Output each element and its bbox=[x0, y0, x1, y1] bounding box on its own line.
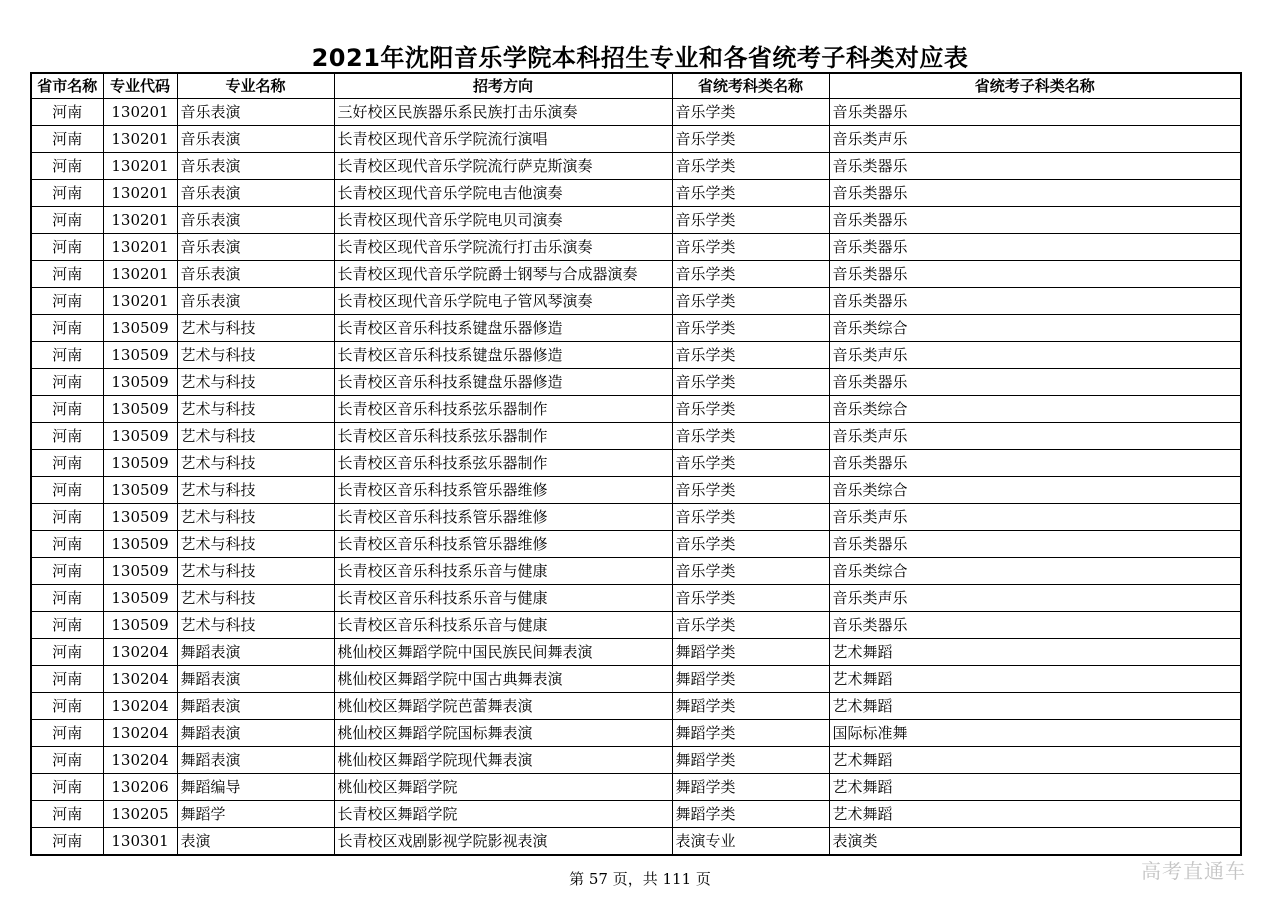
cell-major-name: 艺术与科技 bbox=[177, 369, 334, 396]
cell-major-code: 130201 bbox=[103, 288, 177, 315]
table-row bbox=[31, 774, 1241, 801]
cell-major-code: 130204 bbox=[103, 747, 177, 774]
cell-major-code: 130204 bbox=[103, 693, 177, 720]
watermark-text: 高考直通车 bbox=[1141, 859, 1246, 883]
cell-province: 河南 bbox=[31, 261, 103, 288]
cell-exam-subcategory: 音乐类声乐 bbox=[829, 342, 1241, 369]
cell-province: 河南 bbox=[31, 693, 103, 720]
cell-direction: 长青校区音乐科技系键盘乐器修造 bbox=[334, 342, 672, 369]
cell-exam-category: 舞蹈学类 bbox=[672, 747, 829, 774]
cell-exam-category: 音乐学类 bbox=[672, 531, 829, 558]
table-row bbox=[31, 234, 1241, 261]
cell-province: 河南 bbox=[31, 342, 103, 369]
cell-direction: 长青校区音乐科技系弦乐器制作 bbox=[334, 450, 672, 477]
cell-major-name: 音乐表演 bbox=[177, 99, 334, 126]
cell-major-code: 130201 bbox=[103, 180, 177, 207]
table-row bbox=[31, 612, 1241, 639]
cell-exam-category: 音乐学类 bbox=[672, 396, 829, 423]
cell-province: 河南 bbox=[31, 99, 103, 126]
cell-direction: 长青校区现代音乐学院流行萨克斯演奏 bbox=[334, 153, 672, 180]
cell-exam-category: 音乐学类 bbox=[672, 315, 829, 342]
cell-major-name: 艺术与科技 bbox=[177, 450, 334, 477]
cell-major-name: 舞蹈表演 bbox=[177, 720, 334, 747]
cell-direction: 桃仙校区舞蹈学院国标舞表演 bbox=[334, 720, 672, 747]
cell-exam-subcategory: 音乐类器乐 bbox=[829, 531, 1241, 558]
cell-major-name: 艺术与科技 bbox=[177, 342, 334, 369]
cell-exam-subcategory: 音乐类器乐 bbox=[829, 153, 1241, 180]
cell-province: 河南 bbox=[31, 747, 103, 774]
cell-exam-category: 舞蹈学类 bbox=[672, 666, 829, 693]
cell-direction: 桃仙校区舞蹈学院 bbox=[334, 774, 672, 801]
cell-province: 河南 bbox=[31, 477, 103, 504]
cell-direction: 长青校区现代音乐学院电子管风琴演奏 bbox=[334, 288, 672, 315]
header-row bbox=[31, 73, 1241, 99]
cell-direction: 长青校区音乐科技系键盘乐器修造 bbox=[334, 369, 672, 396]
cell-major-code: 130206 bbox=[103, 774, 177, 801]
cell-exam-subcategory: 音乐类综合 bbox=[829, 315, 1241, 342]
cell-major-code: 130509 bbox=[103, 558, 177, 585]
cell-major-code: 130509 bbox=[103, 477, 177, 504]
cell-major-code: 130509 bbox=[103, 396, 177, 423]
cell-major-name: 艺术与科技 bbox=[177, 396, 334, 423]
cell-exam-category: 音乐学类 bbox=[672, 288, 829, 315]
cell-province: 河南 bbox=[31, 558, 103, 585]
cell-exam-category: 舞蹈学类 bbox=[672, 639, 829, 666]
cell-direction: 长青校区现代音乐学院流行打击乐演奏 bbox=[334, 234, 672, 261]
column-header-exam-category: 省统考科类名称 bbox=[672, 73, 829, 99]
cell-exam-subcategory: 音乐类综合 bbox=[829, 558, 1241, 585]
cell-exam-subcategory: 音乐类声乐 bbox=[829, 585, 1241, 612]
cell-province: 河南 bbox=[31, 639, 103, 666]
table-row bbox=[31, 801, 1241, 828]
cell-province: 河南 bbox=[31, 207, 103, 234]
cell-exam-subcategory: 音乐类器乐 bbox=[829, 612, 1241, 639]
cell-major-name: 音乐表演 bbox=[177, 288, 334, 315]
table-row bbox=[31, 639, 1241, 666]
cell-exam-subcategory: 艺术舞蹈 bbox=[829, 666, 1241, 693]
cell-exam-category: 音乐学类 bbox=[672, 342, 829, 369]
cell-major-name: 音乐表演 bbox=[177, 153, 334, 180]
cell-major-name: 艺术与科技 bbox=[177, 504, 334, 531]
cell-province: 河南 bbox=[31, 126, 103, 153]
cell-direction: 长青校区音乐科技系键盘乐器修造 bbox=[334, 315, 672, 342]
cell-major-name: 艺术与科技 bbox=[177, 315, 334, 342]
cell-major-name: 艺术与科技 bbox=[177, 477, 334, 504]
cell-exam-subcategory: 音乐类器乐 bbox=[829, 450, 1241, 477]
cell-province: 河南 bbox=[31, 369, 103, 396]
column-header-direction: 招考方向 bbox=[334, 73, 672, 99]
table-row bbox=[31, 396, 1241, 423]
cell-exam-category: 舞蹈学类 bbox=[672, 693, 829, 720]
cell-direction: 长青校区现代音乐学院电贝司演奏 bbox=[334, 207, 672, 234]
cell-major-name: 艺术与科技 bbox=[177, 423, 334, 450]
table-row bbox=[31, 315, 1241, 342]
cell-exam-subcategory: 音乐类器乐 bbox=[829, 99, 1241, 126]
cell-major-code: 130204 bbox=[103, 639, 177, 666]
cell-exam-category: 音乐学类 bbox=[672, 612, 829, 639]
cell-major-name: 舞蹈学 bbox=[177, 801, 334, 828]
table-row bbox=[31, 99, 1241, 126]
cell-province: 河南 bbox=[31, 774, 103, 801]
cell-direction: 长青校区戏剧影视学院影视表演 bbox=[334, 828, 672, 856]
cell-direction: 桃仙校区舞蹈学院现代舞表演 bbox=[334, 747, 672, 774]
cell-major-name: 表演 bbox=[177, 828, 334, 856]
cell-exam-category: 音乐学类 bbox=[672, 423, 829, 450]
cell-major-code: 130509 bbox=[103, 531, 177, 558]
cell-major-name: 音乐表演 bbox=[177, 126, 334, 153]
cell-exam-subcategory: 艺术舞蹈 bbox=[829, 693, 1241, 720]
cell-province: 河南 bbox=[31, 720, 103, 747]
cell-exam-subcategory: 表演类 bbox=[829, 828, 1241, 856]
cell-major-code: 130301 bbox=[103, 828, 177, 856]
cell-province: 河南 bbox=[31, 396, 103, 423]
cell-exam-category: 舞蹈学类 bbox=[672, 801, 829, 828]
cell-major-code: 130509 bbox=[103, 585, 177, 612]
cell-major-code: 130201 bbox=[103, 153, 177, 180]
cell-direction: 长青校区音乐科技系乐音与健康 bbox=[334, 585, 672, 612]
cell-direction: 桃仙校区舞蹈学院中国古典舞表演 bbox=[334, 666, 672, 693]
cell-exam-category: 舞蹈学类 bbox=[672, 774, 829, 801]
cell-exam-category: 音乐学类 bbox=[672, 369, 829, 396]
cell-major-name: 舞蹈表演 bbox=[177, 666, 334, 693]
cell-province: 河南 bbox=[31, 288, 103, 315]
cell-exam-subcategory: 国际标准舞 bbox=[829, 720, 1241, 747]
cell-major-code: 130509 bbox=[103, 612, 177, 639]
cell-exam-category: 音乐学类 bbox=[672, 450, 829, 477]
cell-major-code: 130201 bbox=[103, 99, 177, 126]
column-header-province: 省市名称 bbox=[31, 73, 103, 99]
cell-exam-category: 音乐学类 bbox=[672, 585, 829, 612]
cell-province: 河南 bbox=[31, 315, 103, 342]
cell-province: 河南 bbox=[31, 504, 103, 531]
cell-exam-category: 音乐学类 bbox=[672, 207, 829, 234]
cell-exam-category: 音乐学类 bbox=[672, 153, 829, 180]
cell-major-code: 130201 bbox=[103, 126, 177, 153]
cell-exam-subcategory: 音乐类器乐 bbox=[829, 207, 1241, 234]
table-row bbox=[31, 288, 1241, 315]
cell-exam-subcategory: 艺术舞蹈 bbox=[829, 801, 1241, 828]
table-row bbox=[31, 126, 1241, 153]
cell-province: 河南 bbox=[31, 585, 103, 612]
table-row bbox=[31, 477, 1241, 504]
cell-exam-category: 舞蹈学类 bbox=[672, 720, 829, 747]
cell-major-name: 艺术与科技 bbox=[177, 585, 334, 612]
table-row bbox=[31, 261, 1241, 288]
cell-major-code: 130204 bbox=[103, 666, 177, 693]
cell-exam-subcategory: 音乐类器乐 bbox=[829, 288, 1241, 315]
page-footer: 第 57 页，共 111 页 bbox=[569, 870, 711, 888]
cell-exam-category: 表演专业 bbox=[672, 828, 829, 856]
cell-province: 河南 bbox=[31, 423, 103, 450]
cell-exam-subcategory: 艺术舞蹈 bbox=[829, 747, 1241, 774]
cell-major-code: 130509 bbox=[103, 504, 177, 531]
cell-exam-category: 音乐学类 bbox=[672, 261, 829, 288]
table-row bbox=[31, 585, 1241, 612]
cell-direction: 长青校区音乐科技系弦乐器制作 bbox=[334, 396, 672, 423]
cell-direction: 桃仙校区舞蹈学院芭蕾舞表演 bbox=[334, 693, 672, 720]
cell-exam-subcategory: 音乐类声乐 bbox=[829, 423, 1241, 450]
table-row bbox=[31, 828, 1241, 856]
table-body bbox=[31, 99, 1241, 856]
cell-major-name: 舞蹈表演 bbox=[177, 639, 334, 666]
table-row bbox=[31, 531, 1241, 558]
table-row bbox=[31, 450, 1241, 477]
table-row bbox=[31, 180, 1241, 207]
cell-exam-category: 音乐学类 bbox=[672, 234, 829, 261]
cell-province: 河南 bbox=[31, 612, 103, 639]
cell-province: 河南 bbox=[31, 234, 103, 261]
cell-major-code: 130509 bbox=[103, 450, 177, 477]
table-row bbox=[31, 423, 1241, 450]
cell-exam-subcategory: 音乐类器乐 bbox=[829, 180, 1241, 207]
cell-direction: 长青校区音乐科技系乐音与健康 bbox=[334, 558, 672, 585]
cell-province: 河南 bbox=[31, 666, 103, 693]
cell-major-name: 艺术与科技 bbox=[177, 612, 334, 639]
cell-exam-subcategory: 音乐类综合 bbox=[829, 396, 1241, 423]
cell-province: 河南 bbox=[31, 450, 103, 477]
cell-major-name: 舞蹈表演 bbox=[177, 747, 334, 774]
table-row bbox=[31, 153, 1241, 180]
cell-province: 河南 bbox=[31, 531, 103, 558]
cell-exam-category: 音乐学类 bbox=[672, 504, 829, 531]
cell-exam-category: 音乐学类 bbox=[672, 126, 829, 153]
enrollment-table bbox=[30, 72, 1242, 856]
document-title: 2021年沈阳音乐学院本科招生专业和各省统考子科类对应表 bbox=[311, 44, 969, 72]
cell-direction: 三好校区民族器乐系民族打击乐演奏 bbox=[334, 99, 672, 126]
table-row bbox=[31, 747, 1241, 774]
cell-exam-subcategory: 音乐类声乐 bbox=[829, 126, 1241, 153]
cell-major-name: 音乐表演 bbox=[177, 234, 334, 261]
cell-major-name: 音乐表演 bbox=[177, 261, 334, 288]
table-row bbox=[31, 504, 1241, 531]
cell-exam-category: 音乐学类 bbox=[672, 99, 829, 126]
cell-major-code: 130201 bbox=[103, 207, 177, 234]
cell-direction: 长青校区现代音乐学院流行演唱 bbox=[334, 126, 672, 153]
cell-province: 河南 bbox=[31, 828, 103, 856]
table-row bbox=[31, 720, 1241, 747]
column-header-major-name: 专业名称 bbox=[177, 73, 334, 99]
cell-direction: 长青校区现代音乐学院电吉他演奏 bbox=[334, 180, 672, 207]
table-row bbox=[31, 342, 1241, 369]
cell-direction: 长青校区舞蹈学院 bbox=[334, 801, 672, 828]
cell-province: 河南 bbox=[31, 180, 103, 207]
cell-province: 河南 bbox=[31, 153, 103, 180]
cell-exam-subcategory: 艺术舞蹈 bbox=[829, 639, 1241, 666]
cell-major-code: 130509 bbox=[103, 369, 177, 396]
table-row bbox=[31, 207, 1241, 234]
cell-major-name: 舞蹈表演 bbox=[177, 693, 334, 720]
cell-exam-subcategory: 音乐类综合 bbox=[829, 477, 1241, 504]
cell-exam-subcategory: 音乐类器乐 bbox=[829, 234, 1241, 261]
table-row bbox=[31, 558, 1241, 585]
cell-exam-subcategory: 音乐类器乐 bbox=[829, 369, 1241, 396]
cell-direction: 长青校区现代音乐学院爵士钢琴与合成器演奏 bbox=[334, 261, 672, 288]
cell-major-name: 艺术与科技 bbox=[177, 531, 334, 558]
cell-major-code: 130201 bbox=[103, 261, 177, 288]
cell-major-code: 130201 bbox=[103, 234, 177, 261]
cell-major-code: 130509 bbox=[103, 342, 177, 369]
cell-exam-category: 音乐学类 bbox=[672, 558, 829, 585]
cell-major-name: 音乐表演 bbox=[177, 180, 334, 207]
cell-major-name: 艺术与科技 bbox=[177, 558, 334, 585]
table-row bbox=[31, 369, 1241, 396]
cell-major-code: 130509 bbox=[103, 315, 177, 342]
cell-direction: 长青校区音乐科技系乐音与健康 bbox=[334, 612, 672, 639]
cell-major-code: 130509 bbox=[103, 423, 177, 450]
cell-direction: 长青校区音乐科技系管乐器维修 bbox=[334, 504, 672, 531]
cell-direction: 长青校区音乐科技系弦乐器制作 bbox=[334, 423, 672, 450]
cell-exam-category: 音乐学类 bbox=[672, 180, 829, 207]
table-row bbox=[31, 693, 1241, 720]
cell-exam-category: 音乐学类 bbox=[672, 477, 829, 504]
cell-major-code: 130205 bbox=[103, 801, 177, 828]
cell-exam-subcategory: 艺术舞蹈 bbox=[829, 774, 1241, 801]
column-header-exam-subcategory: 省统考子科类名称 bbox=[829, 73, 1241, 99]
cell-exam-subcategory: 音乐类器乐 bbox=[829, 261, 1241, 288]
cell-direction: 长青校区音乐科技系管乐器维修 bbox=[334, 477, 672, 504]
column-header-major-code: 专业代码 bbox=[103, 73, 177, 99]
cell-major-code: 130204 bbox=[103, 720, 177, 747]
cell-province: 河南 bbox=[31, 801, 103, 828]
cell-direction: 长青校区音乐科技系管乐器维修 bbox=[334, 531, 672, 558]
table-row bbox=[31, 666, 1241, 693]
table-header bbox=[31, 73, 1241, 99]
cell-major-name: 舞蹈编导 bbox=[177, 774, 334, 801]
cell-major-name: 音乐表演 bbox=[177, 207, 334, 234]
cell-exam-subcategory: 音乐类声乐 bbox=[829, 504, 1241, 531]
cell-direction: 桃仙校区舞蹈学院中国民族民间舞表演 bbox=[334, 639, 672, 666]
